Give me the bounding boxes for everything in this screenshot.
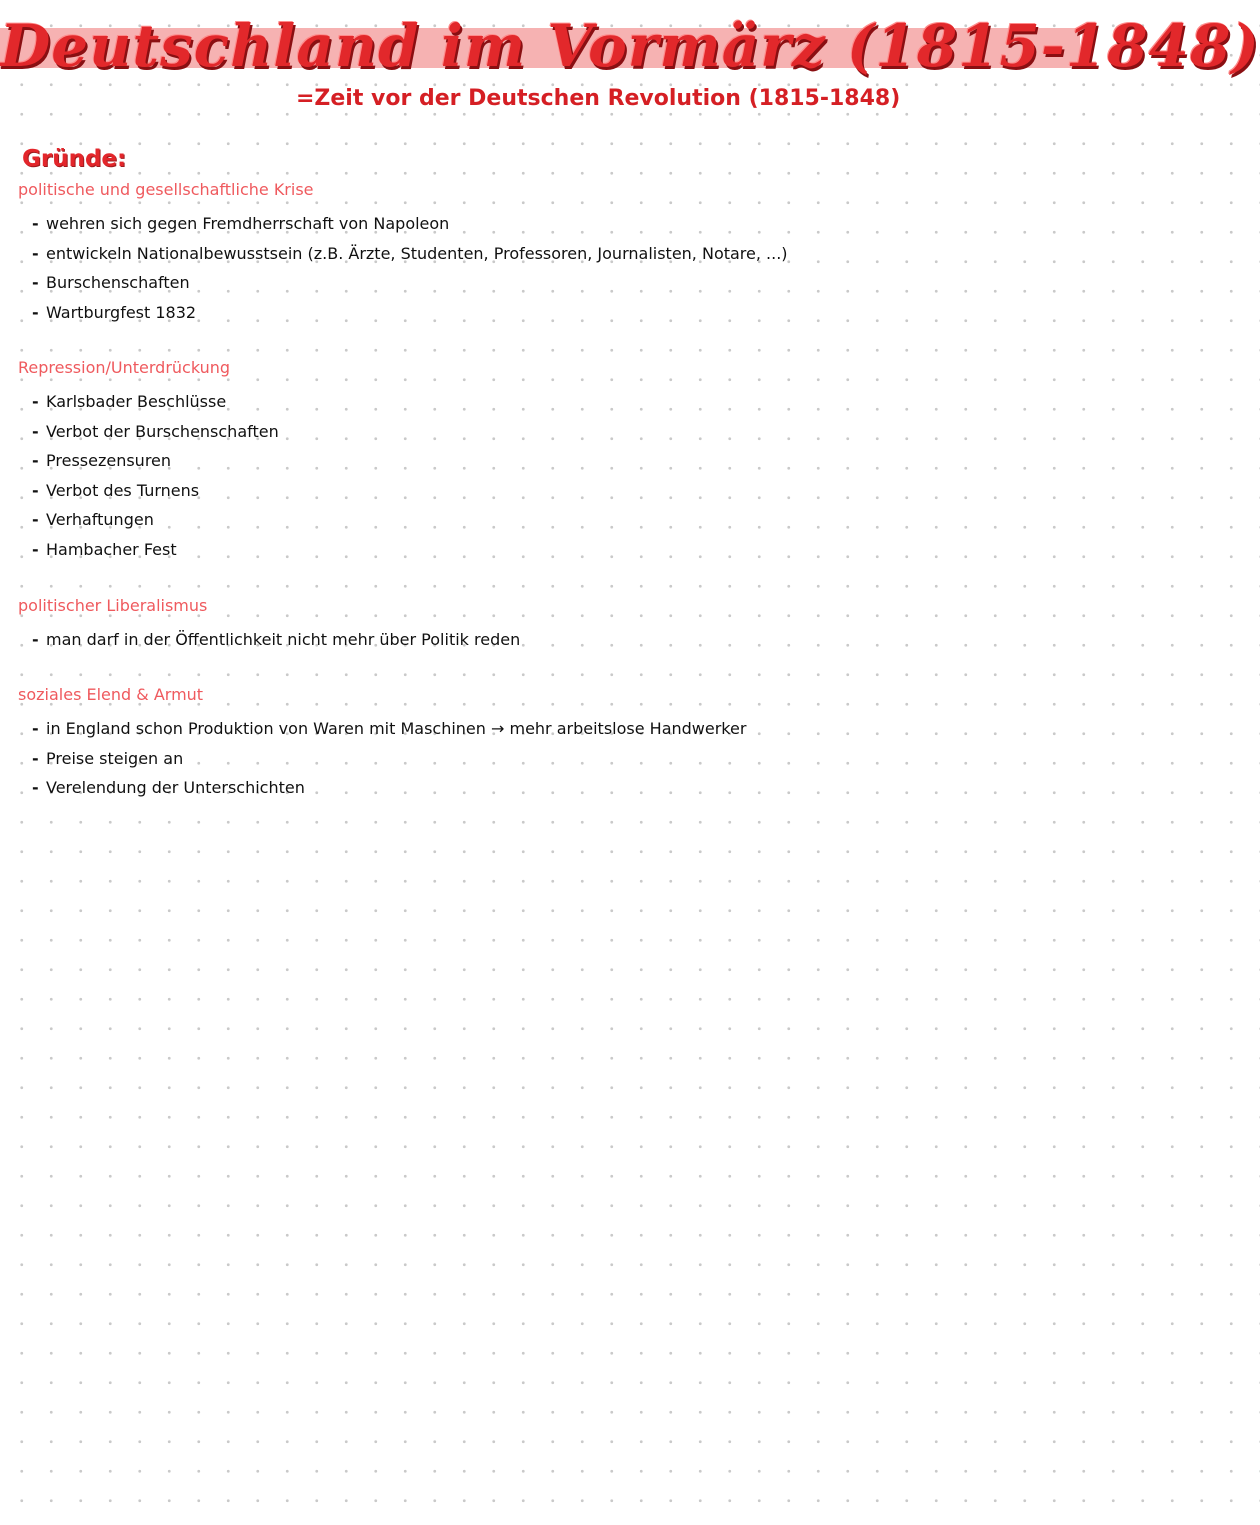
section-heading: soziales Elend & Armut [18,685,204,704]
bullet-list [32,625,520,655]
list-item: - man darf in der Öffentlichkeit nicht mehr über Politik reden [32,625,520,655]
list-item: - Verbot des Turnens [32,476,279,506]
list-item: - Pressezensuren [32,446,279,476]
page-title: Deutschland im Vormärz (1815-1848) [0,12,1260,80]
list-item: - Preise steigen an [32,744,746,774]
list-item: - Hambacher Fest [32,535,279,565]
section-heading: politischer Liberalismus [18,596,208,615]
list-item: - entwickeln Nationalbewusstsein (z.B. Ärzte, Studenten, Professoren, Journalisten, Notare, ...) [32,239,788,269]
list-item: - Verhaftungen [32,505,279,535]
list-item: - Wartburgfest 1832 [32,298,788,328]
list-item: - Karlsbader Beschlüsse [32,387,279,417]
bullet-list [32,714,746,803]
section-heading: Repression/Unterdrückung [18,358,231,377]
list-item: - in England schon Produktion von Waren mit Maschinen → mehr arbeitslose Handwerker [32,714,746,744]
list-item: - wehren sich gegen Fremdherrschaft von Napoleon [32,209,788,239]
bullet-list [32,387,279,564]
list-item: - Verelendung der Unterschichten [32,773,746,803]
bullet-list [32,209,788,327]
reasons-heading: Gründe: [22,146,127,172]
page-subtitle: =Zeit vor der Deutschen Revolution (1815-1848) [296,86,901,111]
list-item: - Burschenschaften [32,268,788,298]
list-item: - Verbot der Burschenschaften [32,417,279,447]
section-heading: politische und gesellschaftliche Krise [18,180,314,199]
